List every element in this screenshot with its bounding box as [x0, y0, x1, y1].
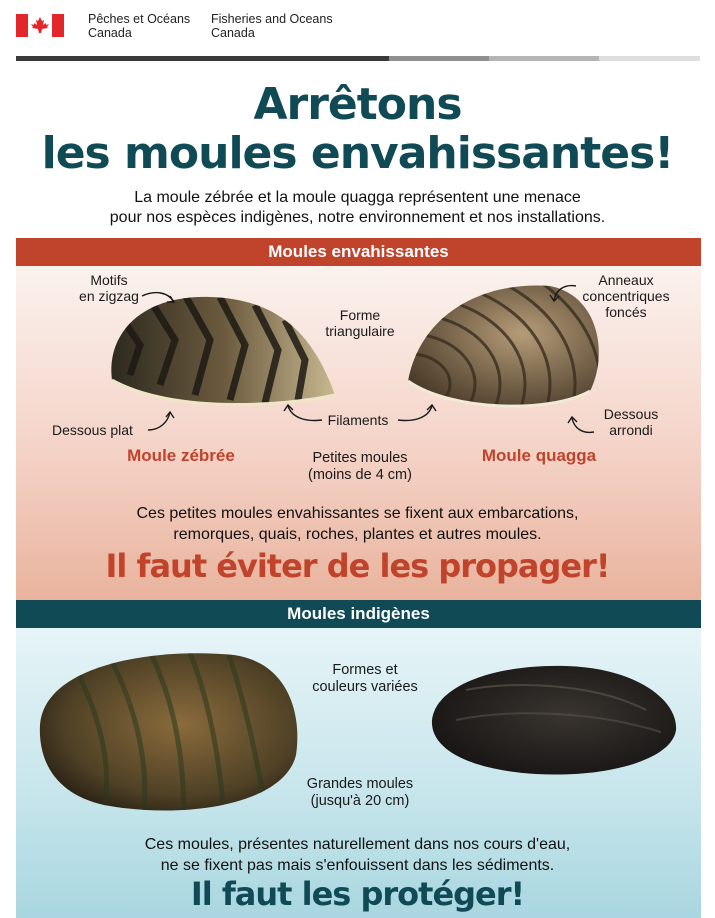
org-name-french	[88, 12, 190, 40]
divider-segment-dark	[16, 56, 389, 61]
zebra-mussel-name: Moule zébrée	[127, 446, 235, 465]
intro-line1: La moule zébrée et la moule quagga représentent une menace	[134, 189, 581, 206]
label-zigzag-line2: en zigzag	[79, 288, 139, 304]
arrow-concentric-rings	[548, 282, 578, 304]
quagga-mussel-name: Moule quagga	[481, 446, 597, 465]
arrow-flat-bottom	[146, 408, 186, 434]
page-title-line2: les moules envahissantes!	[41, 128, 674, 179]
label-rings-line1: Anneaux	[598, 272, 654, 288]
label-zigzag-line1: Motifs	[90, 272, 128, 288]
native-mussel-image-small	[426, 660, 682, 780]
zebra-mussel-image	[100, 285, 345, 415]
label-small-size-line2: (moins de 4 cm)	[308, 467, 412, 483]
org-name-english	[211, 12, 333, 40]
arrow-filaments-right	[396, 402, 438, 426]
site-header	[0, 0, 715, 44]
label-rings-line3: foncés	[605, 304, 647, 320]
arrow-filaments-left	[282, 402, 324, 426]
label-round-line1: Dessous	[603, 406, 659, 422]
divider-segment-mid	[389, 56, 489, 61]
label-small-size-line1: Petites moules	[312, 450, 408, 466]
label-rings-line2: concentriques	[582, 288, 670, 304]
label-shape-line2: triangulaire	[325, 323, 395, 339]
arrow-zigzag	[140, 288, 180, 308]
invasive-description-line1: Ces petites moules envahissantes se fixent aux embarcations,	[136, 505, 579, 522]
canada-flag-icon	[16, 14, 64, 37]
label-triangular-shape	[300, 307, 420, 339]
label-flat-bottom: Dessous plat	[52, 422, 133, 438]
org-en-line2: Canada	[211, 26, 255, 40]
native-section-heading: Moules indigènes	[16, 600, 701, 628]
page-title-line1: Arrêtons	[253, 79, 462, 130]
label-varied-forms-line1: Formes et	[332, 662, 398, 678]
header-divider-bar	[16, 56, 700, 61]
label-filaments: Filaments	[327, 412, 389, 428]
native-description-line2: ne se fixent pas mais s'enfouissent dans les sédiments.	[160, 857, 555, 874]
intro-line2: pour nos espèces indigènes, notre environnement et nos installations.	[109, 209, 606, 226]
native-description	[0, 834, 715, 876]
org-fr-line2: Canada	[88, 26, 132, 40]
label-small-size	[280, 450, 440, 484]
invasive-section-heading: Moules envahissantes	[16, 238, 701, 266]
label-large-size-line1: Grandes moules	[306, 776, 414, 792]
org-en-line1: Fisheries and Oceans	[211, 12, 333, 26]
native-description-line1: Ces moules, présentes naturellement dans nos cours d'eau,	[144, 836, 571, 853]
label-large-size	[280, 776, 440, 810]
invasive-slogan: Il faut éviter de les propager!	[105, 547, 610, 585]
label-concentric-rings	[570, 272, 682, 320]
intro-text	[0, 188, 715, 228]
label-varied-forms	[290, 662, 440, 696]
label-zigzag-pattern	[74, 272, 144, 304]
invasive-description	[0, 503, 715, 545]
label-large-size-line2: (jusqu'à 20 cm)	[310, 793, 410, 809]
native-mussel-image-large	[34, 645, 304, 820]
label-rounded-bottom	[590, 406, 672, 438]
label-round-line2: arrondi	[609, 422, 653, 438]
label-varied-forms-line2: couleurs variées	[312, 679, 418, 695]
arrow-rounded-bottom	[566, 414, 596, 436]
native-slogan: Il faut les protéger!	[190, 875, 525, 913]
divider-segment-lighter	[599, 56, 700, 61]
invasive-description-line2: remorques, quais, roches, plantes et autres moules.	[173, 526, 542, 543]
org-fr-line1: Pêches et Océans	[88, 12, 191, 26]
divider-segment-light	[489, 56, 599, 61]
label-shape-line1: Forme	[339, 307, 381, 323]
